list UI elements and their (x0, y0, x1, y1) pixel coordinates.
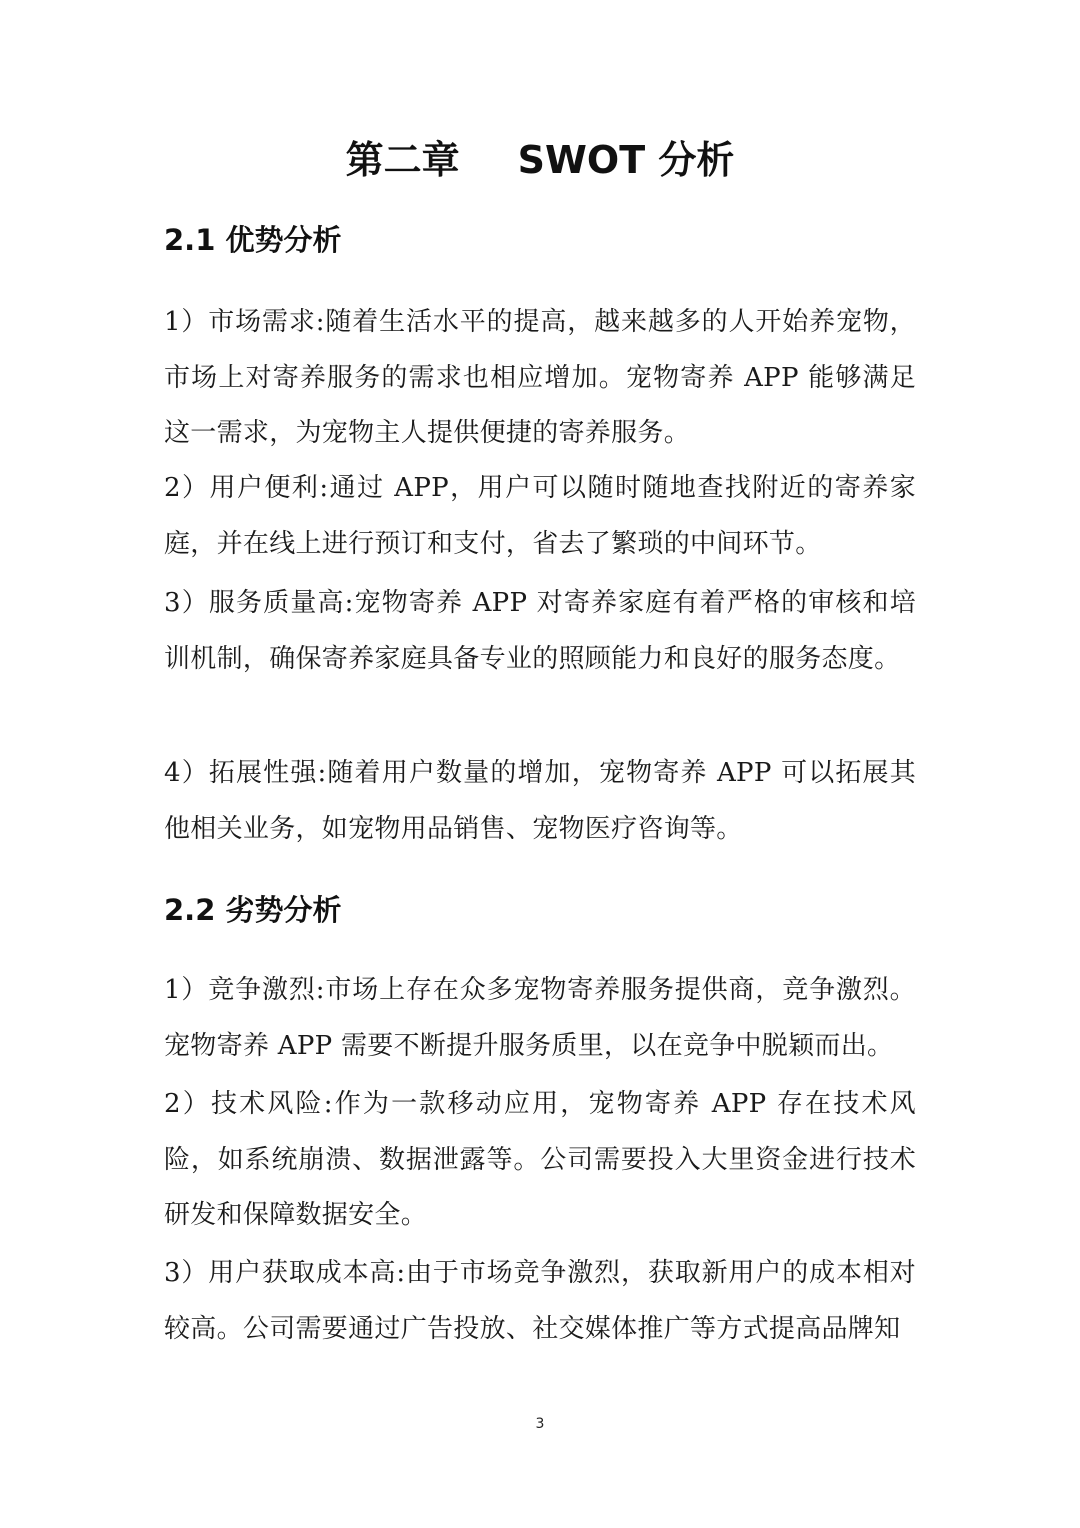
section-heading-strengths: 2.1 优势分析 (164, 223, 342, 257)
page-number: 3 (535, 1416, 545, 1432)
section-heading-weaknesses: 2.2 劣势分析 (164, 893, 342, 927)
chapter-title (0, 136, 1080, 184)
weakness-paragraph-3: 3）用户获取成本高:由于市场竞争激烈，获取新用户的成本相对较高。公司需要通过广告投放、社交媒体推广等方式提高品牌知 (164, 1258, 916, 1344)
strength-paragraph-2: 2）用户便利:通过 APP，用户可以随时随地查找附近的寄养家庭，并在线上进行预订和支付，省去了繁琐的中间环节。 (164, 473, 916, 559)
chapter-title-prefix: 第二章 (345, 138, 460, 182)
strength-paragraph-4: 4）拓展性强:随着用户数量的增加，宠物寄养 APP 可以拓展其他相关业务，如宠物用品销售、宠物医疗咨询等。 (164, 758, 916, 844)
chapter-title-suffix: SWOT 分析 (517, 138, 735, 182)
strength-paragraph-3: 3）服务质量高:宠物寄养 APP 对寄养家庭有着严格的审核和培训机制，确保寄养家庭具备专业的照顾能力和良好的服务态度。 (164, 588, 916, 674)
weakness-paragraph-2: 2）技术风险:作为一款移动应用，宠物寄养 APP 存在技术风险，如系统崩溃、数据泄露等。公司需要投入大里资金进行技术研发和保障数据安全。 (164, 1089, 916, 1230)
strength-paragraph-1: 1）市场需求:随着生活水平的提高，越来越多的人开始养宠物，市场上对寄养服务的需求也相应增加。宠物寄养 APP 能够满足这一需求，为宠物主人提供便捷的寄养服务。 (164, 307, 916, 448)
weakness-paragraph-1: 1）竞争激烈:市场上存在众多宠物寄养服务提供商，竞争激烈。宠物寄养 APP 需要不断提升服务质里，以在竞争中脱颖而出。 (164, 975, 916, 1061)
